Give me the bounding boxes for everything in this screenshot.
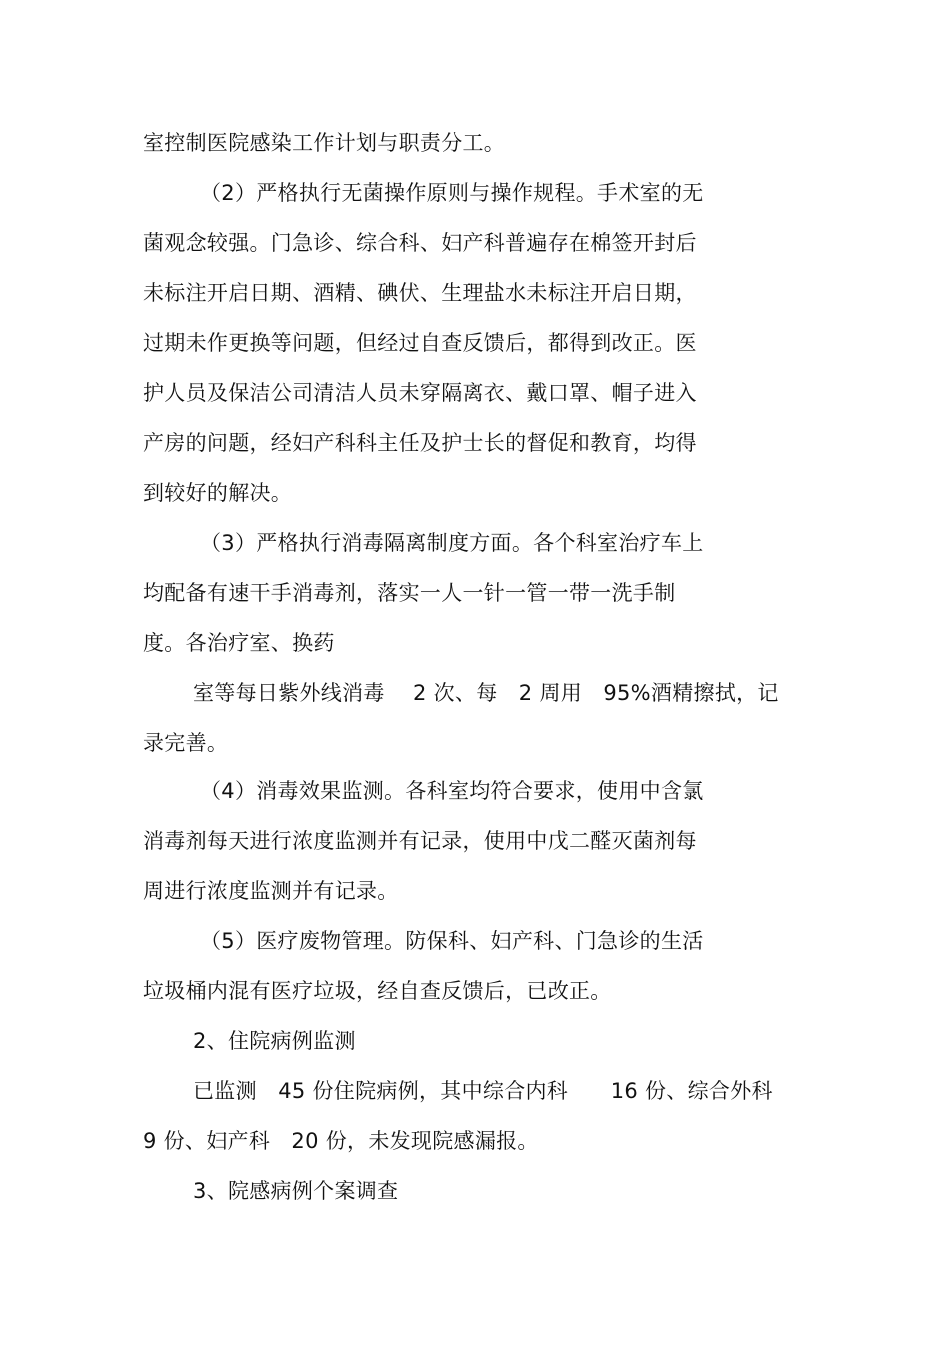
text-line: 均配备有速干手消毒剂，落实一人一针一管一带一洗手制 — [143, 581, 676, 605]
text-line: 菌观念较强。门急诊、综合科、妇产科普遍存在棉签开封后 — [143, 231, 697, 255]
text-line: 周进行浓度监测并有记录。 — [143, 879, 399, 903]
text-line: 已监测 45 份住院病例，其中综合内科 16 份、综合外科 — [193, 1079, 773, 1103]
text-line: 室等每日紫外线消毒 2 次、每 2 周用 95%酒精擦拭，记 — [193, 681, 779, 705]
text-line: 过期未作更换等问题，但经过自查反馈后，都得到改正。医 — [143, 331, 697, 355]
text-line: 度。各治疗室、换药 — [143, 631, 335, 655]
text-line: （4）消毒效果监测。各科室均符合要求，使用中含氯 — [200, 779, 704, 803]
text-line: （5）医疗废物管理。防保科、妇产科、门急诊的生活 — [200, 929, 704, 953]
text-line: 产房的问题，经妇产科科主任及护士长的督促和教育，均得 — [143, 431, 697, 455]
text-line: 室控制医院感染工作计划与职责分工。 — [143, 131, 506, 155]
text-line: 9 份、妇产科 20 份，未发现院感漏报。 — [143, 1129, 539, 1153]
text-line: 未标注开启日期、酒精、碘伏、生理盐水未标注开启日期， — [143, 281, 697, 305]
text-line: （2）严格执行无菌操作原则与操作规程。手术室的无 — [200, 181, 704, 205]
section-heading: 2、住院病例监测 — [193, 1029, 356, 1053]
text-line: 护人员及保洁公司清洁人员未穿隔离衣、戴口罩、帽子进入 — [143, 381, 697, 405]
section-heading: 3、院感病例个案调查 — [193, 1179, 399, 1203]
text-line: （3）严格执行消毒隔离制度方面。各个科室治疗车上 — [200, 531, 704, 555]
text-line: 到较好的解决。 — [143, 481, 293, 505]
text-line: 垃圾桶内混有医疗垃圾，经自查反馈后，已改正。 — [143, 979, 612, 1003]
text-line: 消毒剂每天进行浓度监测并有记录，使用中戊二醛灭菌剂每 — [143, 829, 697, 853]
text-line: 录完善。 — [143, 731, 229, 755]
